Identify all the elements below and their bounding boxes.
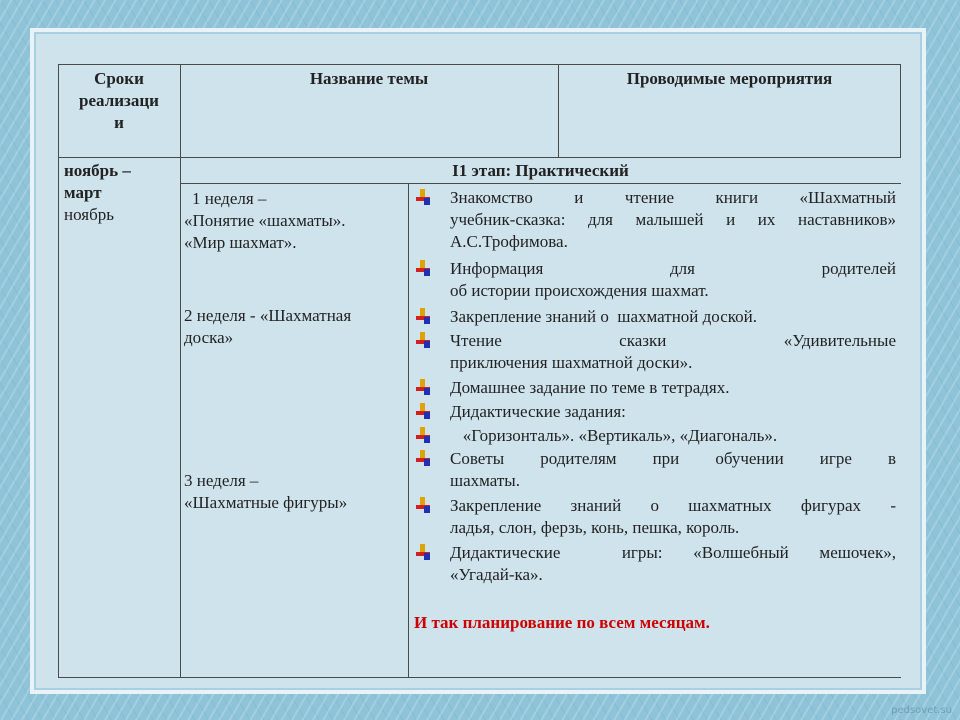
col2-divider-body bbox=[408, 183, 409, 678]
activity-line: А.С.Трофимова. bbox=[450, 232, 568, 251]
bullet-icon bbox=[416, 189, 432, 205]
watermark: pedsovet.su bbox=[891, 705, 952, 716]
activity-line: Знакомство и чтение книги «Шахматный bbox=[450, 188, 896, 207]
activity-line: Дидактические игры: «Волшебный мешочек», bbox=[450, 543, 896, 562]
bullet-icon bbox=[416, 379, 432, 395]
activity-item bbox=[450, 448, 896, 492]
activity-line: Закрепление знаний о шахматных фигурах - bbox=[450, 496, 896, 515]
table-border-top bbox=[58, 64, 901, 65]
activity-line: Советы родителям при обучении игре в bbox=[450, 449, 896, 468]
stage-bottom-line bbox=[180, 183, 901, 184]
activity-item bbox=[450, 258, 896, 302]
activity-line: шахматы. bbox=[450, 471, 520, 490]
activity-item bbox=[450, 187, 896, 253]
bullet-icon bbox=[416, 450, 432, 466]
activity-line: «Угадай-ка». bbox=[450, 565, 543, 584]
header-period: Сроки реализаци и bbox=[79, 69, 159, 132]
topic-week-2: 2 неделя - «Шахматная доска» bbox=[184, 306, 352, 347]
activity-line: Домашнее задание по теме в тетрадях. bbox=[450, 378, 730, 397]
stage-title: I1 этап: Практический bbox=[452, 161, 629, 180]
activity-item bbox=[450, 377, 896, 399]
topic-week-1: 1 неделя – «Понятие «шахматы». «Мир шахмат». bbox=[184, 189, 346, 252]
activity-item bbox=[450, 330, 896, 374]
header-bottom-line bbox=[58, 157, 901, 158]
table-border-left bbox=[58, 64, 59, 678]
activity-item bbox=[450, 306, 896, 328]
activity-line: учебник-сказка: для малышей и их наставников» bbox=[450, 210, 896, 229]
bullet-icon bbox=[416, 260, 432, 276]
activity-line: об истории происхождения шахмат. bbox=[450, 281, 709, 300]
plan-table bbox=[58, 64, 901, 678]
activity-line: Закрепление знаний о шахматной доской. bbox=[450, 307, 758, 326]
col1-divider bbox=[180, 64, 181, 678]
activity-line: приключения шахматной доски». bbox=[450, 353, 693, 372]
table-border-bottom bbox=[58, 677, 901, 678]
activity-item bbox=[450, 401, 896, 423]
bullet-icon bbox=[416, 332, 432, 348]
activity-line: Чтение сказки «Удивительные bbox=[450, 331, 896, 350]
bullet-icon bbox=[416, 308, 432, 324]
header-topic: Название темы bbox=[309, 69, 429, 88]
activity-item bbox=[450, 425, 896, 447]
activity-item bbox=[450, 495, 896, 539]
topic-week-3: 3 неделя – «Шахматные фигуры» bbox=[184, 471, 348, 512]
period-cell: ноябрь – март ноябрь bbox=[64, 161, 131, 224]
activity-item bbox=[450, 542, 896, 586]
bullet-icon bbox=[416, 544, 432, 560]
bullet-icon bbox=[416, 427, 432, 443]
header-activities: Проводимые мероприятия bbox=[626, 69, 833, 88]
bullet-icon bbox=[416, 497, 432, 513]
bullet-icon bbox=[416, 403, 432, 419]
activity-line: Информация для родителей bbox=[450, 259, 896, 278]
final-note: И так планирование по всем месяцам. bbox=[414, 613, 710, 632]
activity-line: «Горизонталь». «Вертикаль», «Диагональ». bbox=[450, 426, 778, 445]
activity-line: Дидактические задания: bbox=[450, 402, 626, 421]
activity-line: ладья, слон, ферзь, конь, пешка, король. bbox=[450, 518, 740, 537]
